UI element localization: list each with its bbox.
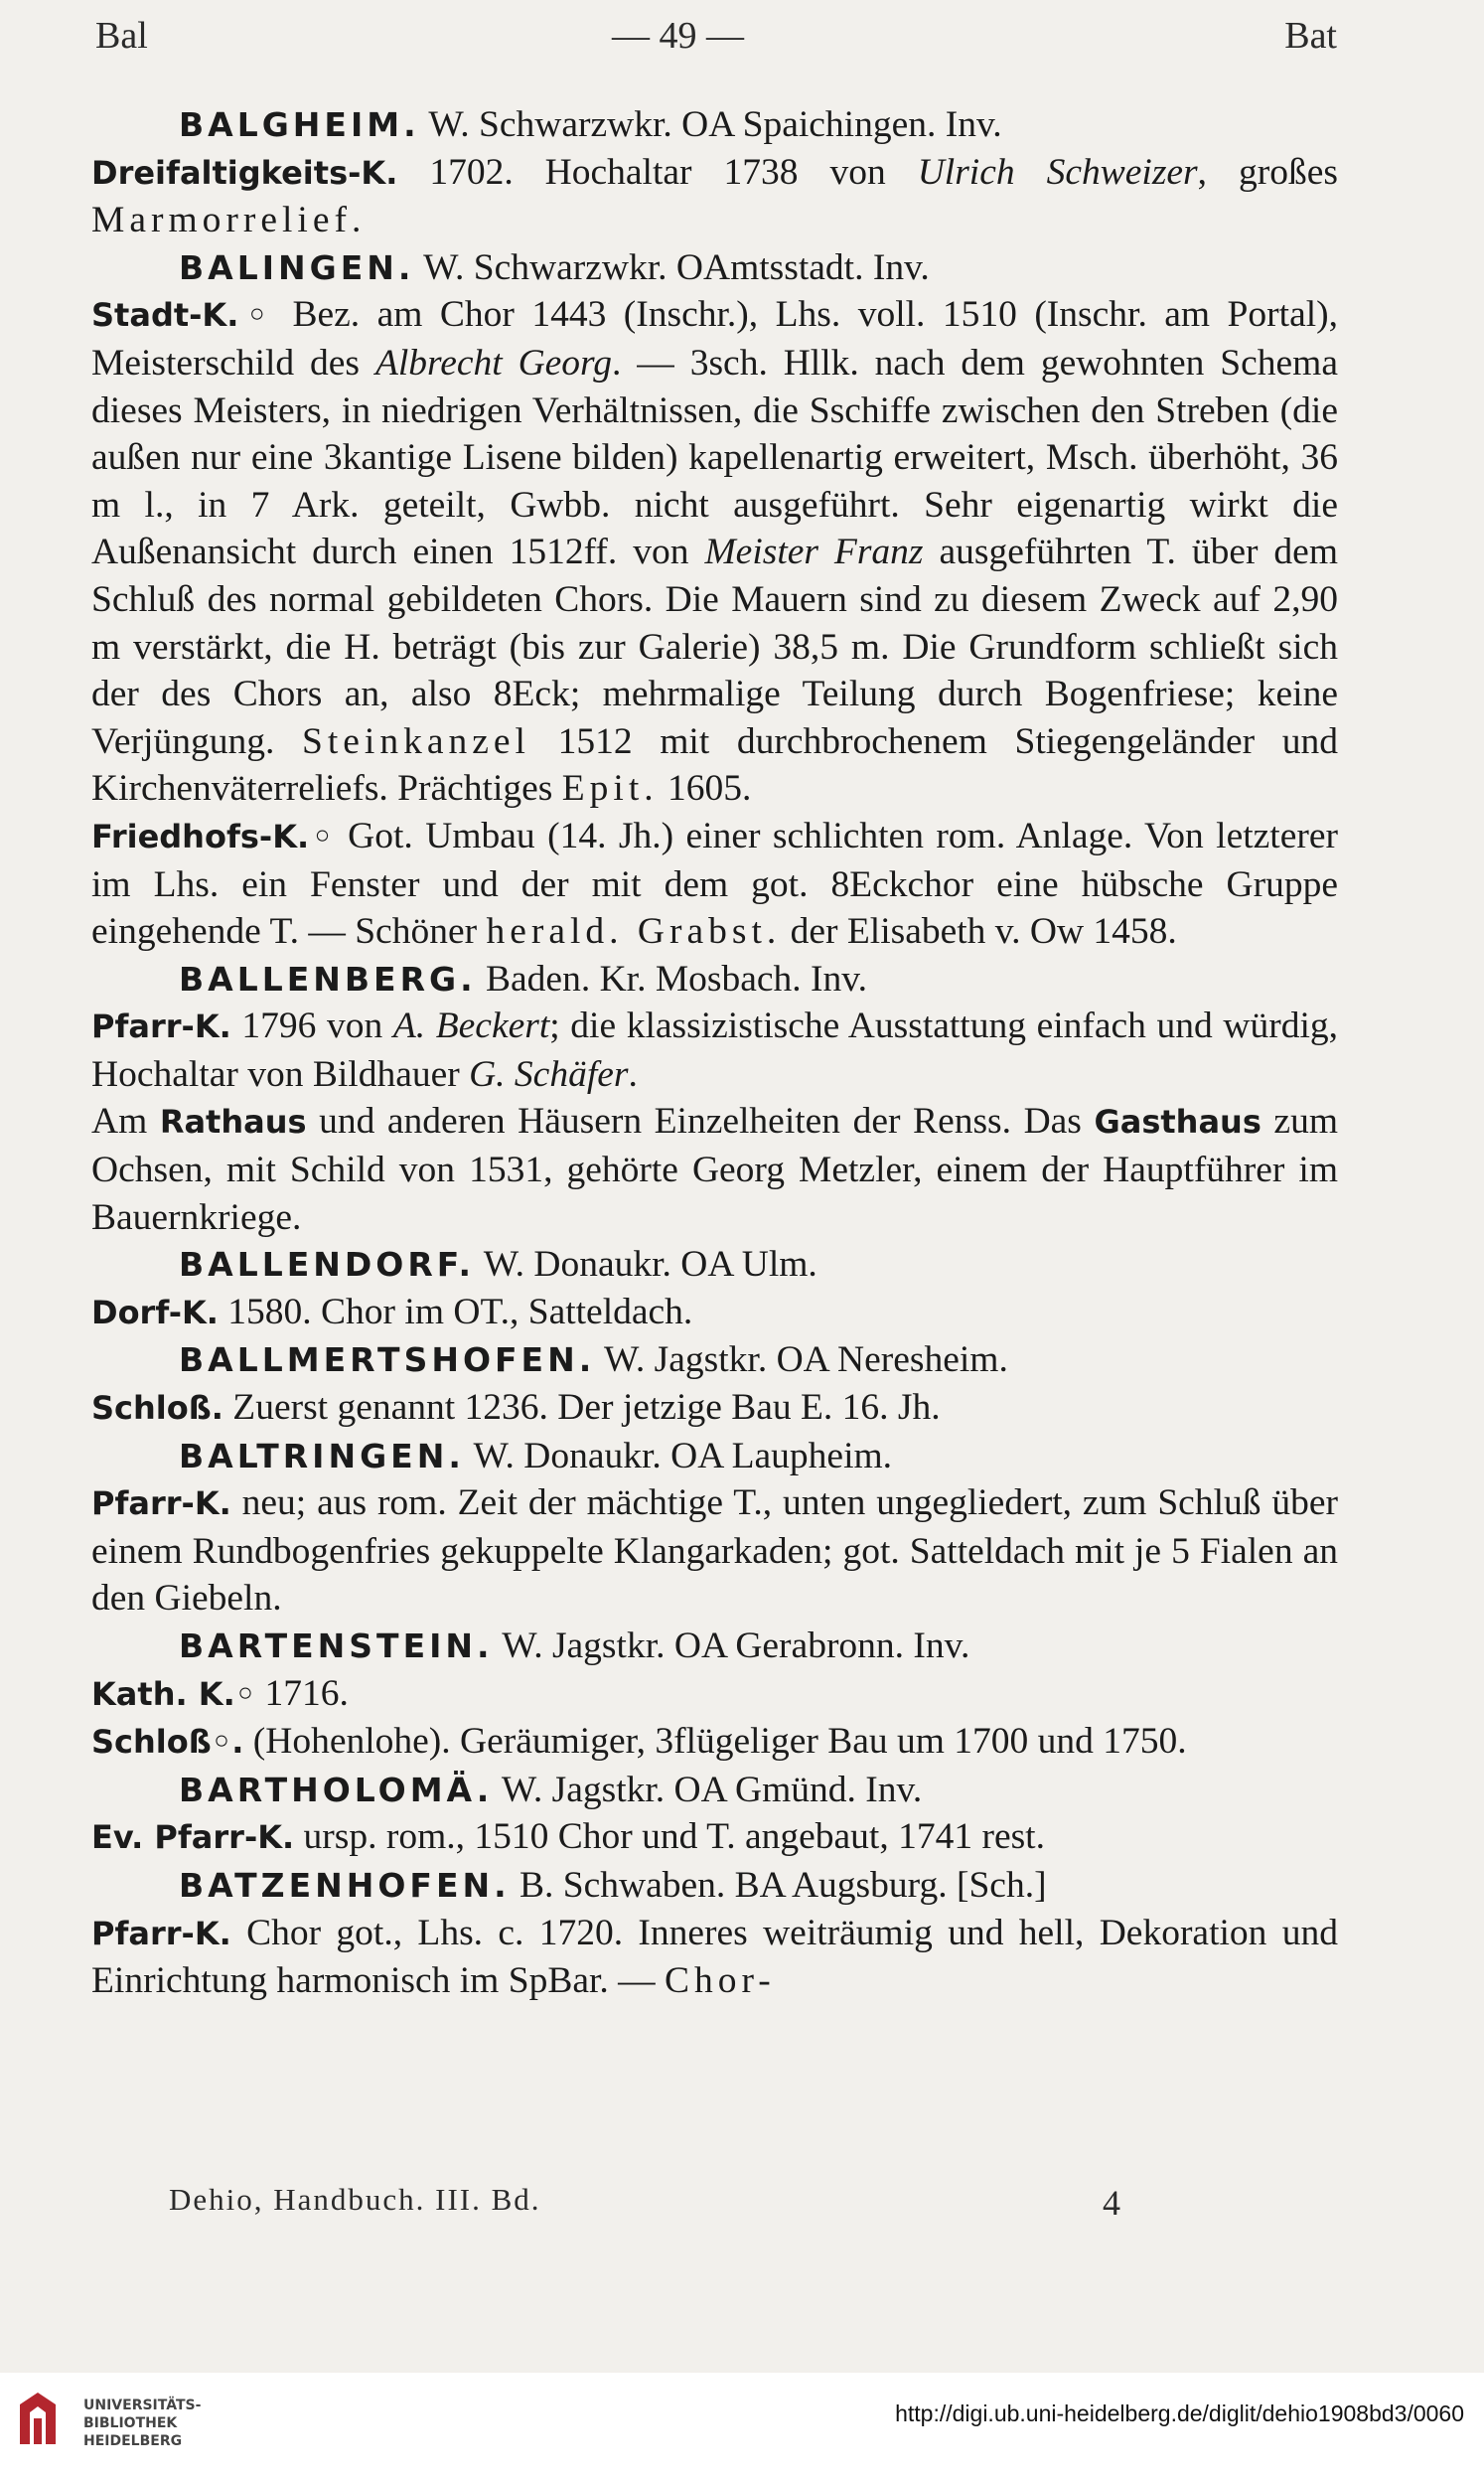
footer-text: Dehio, Handbuch. III. Bd. xyxy=(169,2182,541,2217)
entry-text: Got. Umbau (14. Jh.) einer schlichten rom. Anlage. Von letzterer im Lhs. ein Fenster und der mit dem got. 8Eckchor eine hübsche Gruppe eingehende T. — Schöner xyxy=(91,815,1338,953)
building-name: Ev. Pfarr-K. xyxy=(91,1818,295,1857)
entry-paragraph xyxy=(91,1718,1338,1767)
building-name: Dorf-K. xyxy=(91,1293,219,1331)
entry-text: zum Ochsen, mit Schild von 1531, gehörte Georg Metzler, einem der Hauptführer im Bauernkriege. xyxy=(91,1101,1338,1238)
spaced-term: Steinkanzel xyxy=(302,720,530,762)
artist-name: Meister Franz xyxy=(704,532,924,573)
artist-name: Albrecht Georg xyxy=(374,342,613,384)
entry-text: 1580. Chor im OT., Satteldach. xyxy=(218,1291,693,1332)
spaced-term: Chor- xyxy=(665,1960,776,2002)
entry-paragraph xyxy=(91,1289,1338,1337)
place-details: Baden. Kr. Mosbach. Inv. xyxy=(476,958,867,1000)
place-heading xyxy=(91,1433,1338,1480)
place-name: BALLENBERG. xyxy=(179,959,477,999)
entry-text: 1605. xyxy=(658,768,752,810)
entry-paragraph xyxy=(91,291,1338,813)
entry-text: . xyxy=(351,200,362,241)
place-name: BALLENDORF. xyxy=(179,1245,475,1285)
building-name: Stadt-K.◦ xyxy=(91,296,275,335)
signature-mark: 4 xyxy=(1103,2183,1122,2223)
entry-text: , großes xyxy=(1197,151,1338,193)
place-name: BALTRINGEN. xyxy=(179,1436,465,1475)
entry-paragraph xyxy=(91,1479,1338,1623)
place-name: BALLMERTSHOFEN. xyxy=(179,1340,596,1380)
place-heading xyxy=(91,1623,1338,1670)
entry-text: Zuerst genannt 1236. Der jetzige Bau E. 16. Jh. xyxy=(223,1387,941,1429)
building-name: Schloß◦. xyxy=(91,1723,244,1762)
building-name: Kath. K.◦ xyxy=(91,1674,256,1713)
place-name: BARTENSTEIN. xyxy=(179,1626,494,1665)
entry-text: . xyxy=(628,1053,638,1095)
place-details: W. Donaukr. OA Ulm. xyxy=(475,1244,817,1286)
library-name-line1: UNIVERSITÄTS- xyxy=(83,2398,202,2413)
place-details: W. Jagstkr. OA Gmünd. Inv. xyxy=(493,1769,923,1810)
entry-text: 1716. xyxy=(255,1672,349,1714)
entry-paragraph xyxy=(91,1910,1338,2005)
entry-paragraph xyxy=(91,1670,1338,1719)
entry-paragraph xyxy=(91,149,1338,244)
entry-paragraph xyxy=(91,1813,1338,1862)
place-name: BARTHOLOMÄ. xyxy=(179,1770,494,1809)
place-heading xyxy=(91,101,1338,149)
header-left: Bal xyxy=(95,15,148,57)
footer xyxy=(169,2182,1162,2223)
entry-text: ; die klassizistische Ausstattung einfach und würdig, Hochaltar von Bildhauer xyxy=(91,1006,1339,1095)
place-name: BALINGEN. xyxy=(179,247,415,287)
place-name: BATZENHOFEN. xyxy=(179,1865,511,1905)
place-heading xyxy=(91,1336,1338,1384)
entry-text: 1702. Hochaltar 1738 von xyxy=(397,151,918,193)
header-right: Bat xyxy=(1284,15,1337,57)
artist-name: G. Schäfer xyxy=(469,1053,629,1095)
entry-text: neu; aus rom. Zeit der mächtige T., unten ungegliedert, zum Schluß über einem Rundbogenfries gekuppelte Klangarkaden; got. Satteldach mit je 5 Fialen an den Giebeln. xyxy=(91,1482,1338,1620)
entry-text: Chor got., Lhs. c. 1720. Inneres weiträumig und hell, Dekoration und Einrichtung harmonisch im SpBar. — xyxy=(91,1912,1338,2002)
entry-text: ausgeführten T. über dem Schluß des normal gebildeten Chors. Die Mauern sind zu diesem Zweck auf 2,90 m verstärkt, die H. beträgt (bis zur Galerie) 38,5 m. Die Grundform schließt sich der des Chors an, also 8Eck; mehrmalige Teilung durch Bogenfriese; keine Verjüngung. xyxy=(91,532,1338,762)
source-url-link[interactable]: http://digi.ub.uni-heidelberg.de/diglit/dehio1908bd3/0060 xyxy=(895,2400,1464,2426)
place-heading xyxy=(91,244,1338,292)
entry-text: 1796 von xyxy=(230,1006,393,1047)
library-name-line2: BIBLIOTHEK xyxy=(83,2415,178,2431)
library-name xyxy=(83,2397,223,2450)
spaced-term: herald. Grabst. xyxy=(486,911,782,953)
place-heading xyxy=(91,956,1338,1004)
building-name: Pfarr-K. xyxy=(91,1914,231,1952)
place-heading xyxy=(91,1767,1338,1814)
place-heading xyxy=(91,1862,1338,1910)
entry-text: und anderen Häusern Einzelheiten der Renss. Das xyxy=(306,1101,1095,1143)
building-name: Gasthaus xyxy=(1094,1103,1261,1142)
entry-text: 1512 mit durchbrochenem Stiegengeländer und Kirchenväterreliefs. Prächtiges xyxy=(91,720,1338,810)
library-bar xyxy=(0,2373,1484,2477)
entry-text: ursp. rom., 1510 Chor und T. angebaut, 1741 rest. xyxy=(294,1816,1045,1858)
building-name: Pfarr-K. xyxy=(91,1007,231,1046)
artist-name: A. Beckert xyxy=(392,1006,550,1047)
place-details: W. Donaukr. OA Laupheim. xyxy=(464,1435,893,1476)
place-heading xyxy=(91,1241,1338,1289)
entry-text: (Hohenlohe). Geräumiger, 3flügeliger Bau um 1700 und 1750. xyxy=(243,1721,1187,1763)
spaced-term: Marmorrelief xyxy=(91,200,352,241)
building-name: Friedhofs-K.◦ xyxy=(91,817,336,855)
university-logo-icon xyxy=(16,2389,60,2448)
entry-text: Bez. am Chor 1443 (Inschr.), Lhs. voll. 1510 (Inschr. am Portal), Meisterschild des xyxy=(91,294,1338,384)
entry-paragraph xyxy=(91,1003,1338,1098)
place-details: W. Schwarzwkr. OA Spaichingen. Inv. xyxy=(419,104,1002,145)
spaced-term: Epit. xyxy=(561,768,659,810)
entry-text: Am xyxy=(91,1101,160,1143)
place-details: W. Jagstkr. OA Neresheim. xyxy=(595,1339,1008,1381)
entry-paragraph xyxy=(91,813,1338,956)
entry-paragraph xyxy=(91,1098,1338,1241)
building-name: Schloß. xyxy=(91,1389,223,1428)
page-number: — 49 — xyxy=(612,15,744,57)
entry-text: . — 3sch. Hllk. nach dem gewohnten Schema dieses Meisters, in niedrigen Verhältnissen, die Sschiffe zwischen den Streben (die außen nur eine 3kantige Lisene bilden) kapellenartig erweitert, Msch. überhöht, 36 m l., in 7 Ark. geteilt, Gwbb. nicht ausgeführt. Sehr eigenartig wirkt die Außenansicht durch einen 1512ff. von xyxy=(91,342,1338,573)
running-header xyxy=(95,14,1337,64)
building-name: Pfarr-K. xyxy=(91,1484,231,1523)
place-details: W. Jagstkr. OA Gerabronn. Inv. xyxy=(493,1626,970,1666)
page-body xyxy=(91,101,1338,2005)
library-name-line3: HEIDELBERG xyxy=(83,2433,183,2449)
place-name: BALGHEIM. xyxy=(179,105,420,144)
entry-text: der Elisabeth v. Ow 1458. xyxy=(781,911,1177,953)
building-name: Rathaus xyxy=(159,1103,307,1142)
place-details: W. Schwarzwkr. OAmtsstadt. Inv. xyxy=(414,246,930,288)
building-name: Dreifaltigkeits-K. xyxy=(91,153,398,192)
place-details: B. Schwaben. BA Augsburg. [Sch.] xyxy=(510,1864,1047,1906)
artist-name: Ulrich Schweizer xyxy=(917,151,1198,193)
entry-paragraph xyxy=(91,1384,1338,1433)
